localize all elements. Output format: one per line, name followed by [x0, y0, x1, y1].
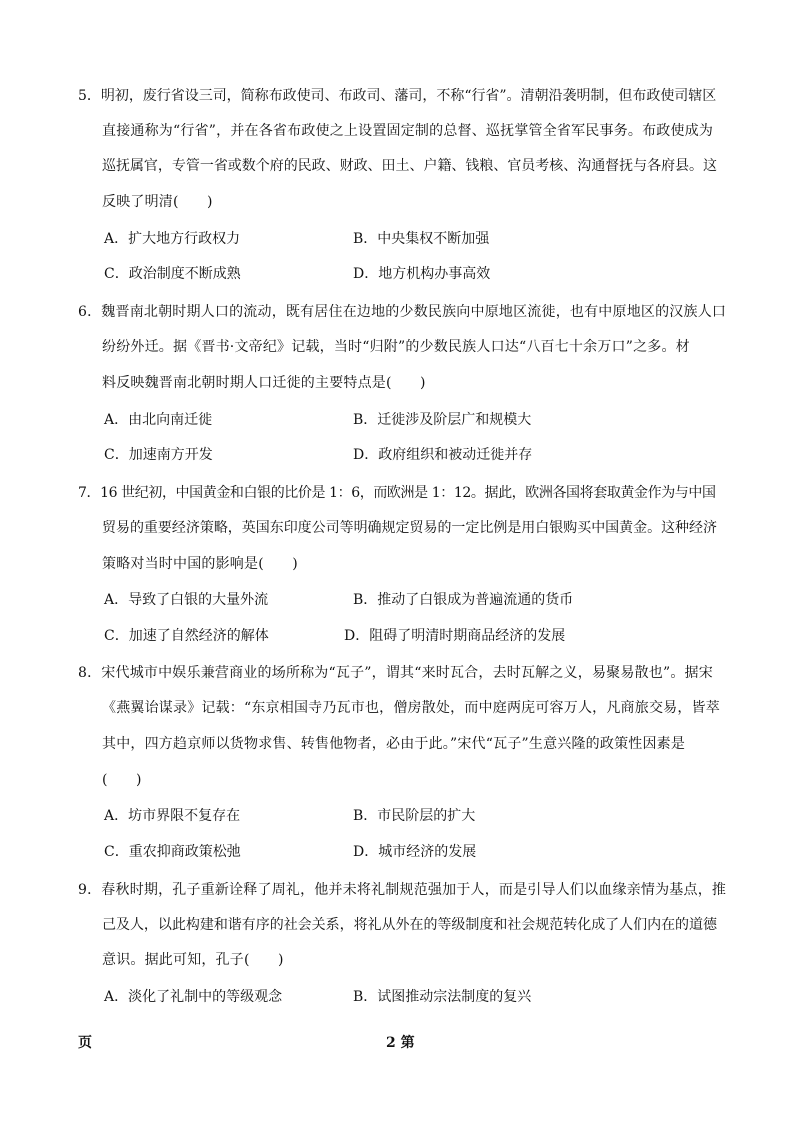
question-7-option-c: C．加速了自然经济的解体 [104, 628, 269, 644]
question-5-line-2: 直接通称为“行省”，并在各省布政使之上设置固定制的总督、巡抚掌管全省军民事务。布政使成为 [102, 123, 714, 139]
question-6-option-b: B．迁徙涉及阶层广和规模大 [353, 412, 532, 428]
question-5-option-a: A．扩大地方行政权力 [104, 231, 241, 247]
question-6-option-d: D．政府组织和被动迁徙并存 [353, 447, 533, 463]
question-8-line-3: 其中，四方趋京师以货物求售、转售他物者，必由于此。”宋代“瓦子”生意兴隆的政策性因素是 [102, 736, 686, 752]
question-8-option-b: B．市民阶层的扩大 [353, 808, 476, 824]
question-5-line-4: 反映了明清( ) [102, 194, 213, 210]
question-7-option-d: D．阻碍了明清时期商品经济的发展 [344, 628, 566, 644]
question-5-option-c: C．政治制度不断成熟 [104, 266, 241, 282]
question-5-line-3: 巡抚属官，专管一省或数个府的民政、财政、田土、户籍、钱粮、官员考核、沟通督抚与各府县。这 [102, 158, 717, 174]
question-8-line-4: ( ) [102, 772, 142, 788]
question-7-line-1: 7．16 世纪初，中国黄金和白银的比价是 1：6，而欧洲是 1：12。据此，欧洲各国将套取黄金作为与中国 [78, 485, 716, 501]
question-7-option-a: A．导致了白银的大量外流 [104, 592, 269, 608]
question-6-line-1: 6．魏晋南北朝时期人口的流动，既有居住在边地的少数民族向中原地区流徙，也有中原地区的汉族人口 [78, 304, 727, 320]
question-9-option-b: B．试图推动宗法制度的复兴 [353, 989, 532, 1005]
question-9-option-a: A．淡化了礼制中的等级观念 [104, 989, 283, 1005]
footer-page-number: 2 第 [386, 1035, 415, 1051]
question-5-line-1: 5．明初，废行省设三司，简称布政使司、布政司、藩司，不称“行省”。清朝沿袭明制，但布政使司辖区 [78, 88, 717, 104]
question-8-option-d: D．城市经济的发展 [353, 844, 477, 860]
question-8-option-a: A．坊市界限不复存在 [104, 808, 241, 824]
footer-page-label: 页 [78, 1035, 92, 1051]
question-6-option-a: A．由北向南迁徙 [104, 412, 213, 428]
question-7-option-b: B．推动了白银成为普遍流通的货币 [353, 592, 574, 608]
question-5-option-d: D．地方机构办事高效 [353, 266, 491, 282]
question-7-line-3: 策略对当时中国的影响是( ) [102, 556, 298, 572]
question-5-option-b: B．中央集权不断加强 [353, 231, 490, 247]
question-6-line-2: 纷纷外迁。据《晋书·文帝纪》记载，当时“归附”的少数民族人口达“八百七十余万口”之多。材 [102, 339, 690, 355]
question-8-line-1: 8．宋代城市中娱乐兼营商业的场所称为“瓦子”，谓其“来时瓦合，去时瓦解之义，易聚易散也”。据宋 [78, 665, 713, 681]
question-9-line-3: 意识。据此可知，孔子( ) [102, 952, 284, 968]
question-8-line-2: 《燕翼诒谋录》记载：“东京相国寺乃瓦市也，僧房散处，而中庭两庑可容万人，凡商旅交易，皆萃 [102, 700, 720, 716]
question-7-line-2: 贸易的重要经济策略，英国东印度公司等明确规定贸易的一定比例是用白银购买中国黄金。这种经济 [102, 520, 717, 536]
question-9-line-2: 己及人，以此构建和谐有序的社会关系，将礼从外在的等级制度和社会规范转化成了人们内在的道德 [102, 917, 717, 933]
question-6-option-c: C．加速南方开发 [104, 447, 213, 463]
question-6-line-3: 料反映魏晋南北朝时期人口迁徙的主要特点是( ) [102, 375, 426, 391]
question-8-option-c: C．重农抑商政策松弛 [104, 844, 241, 860]
question-9-line-1: 9．春秋时期，孔子重新诠释了周礼，他并未将礼制规范强加于人，而是引导人们以血缘亲情为基点，推 [78, 882, 727, 898]
